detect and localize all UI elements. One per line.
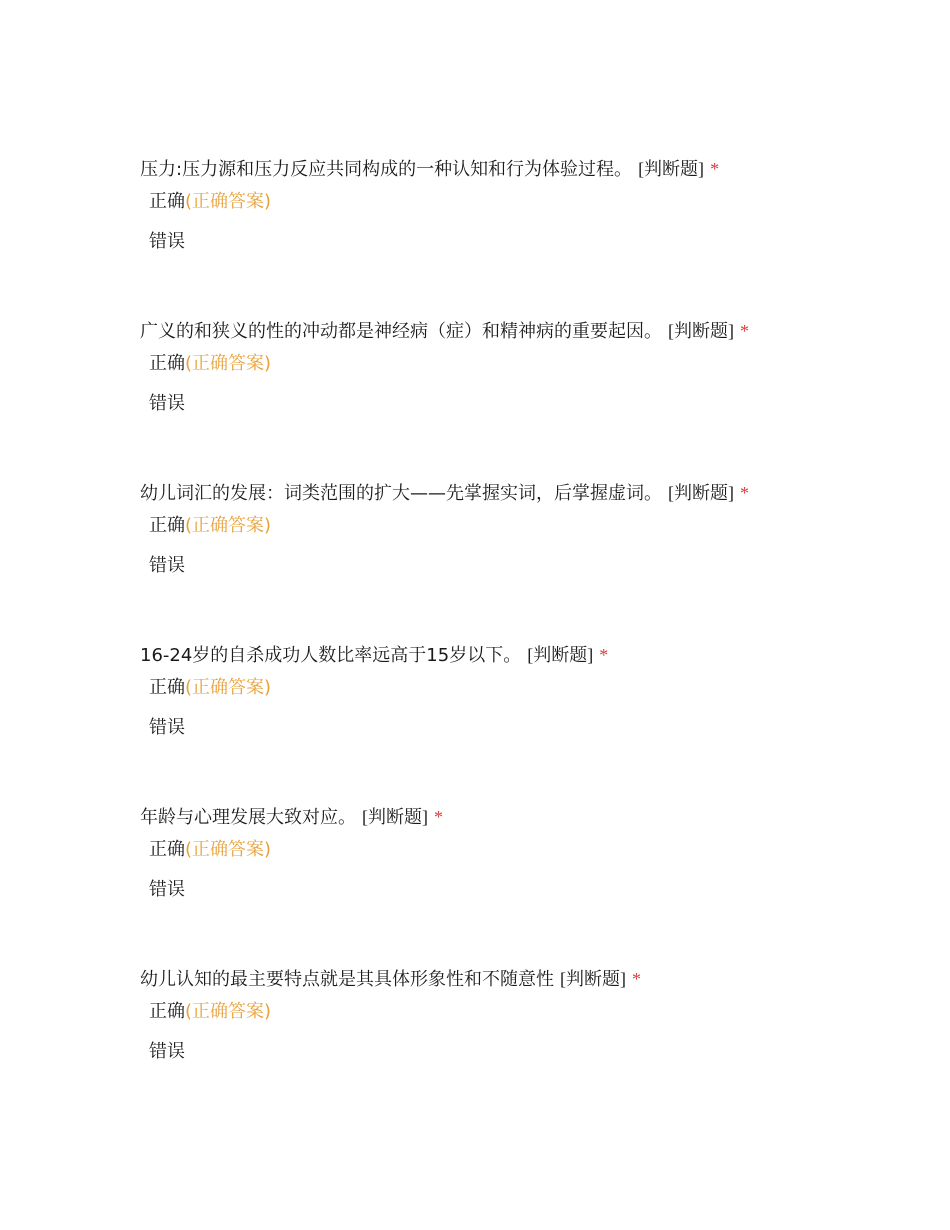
question-5 xyxy=(140,805,900,900)
required-asterisk: * xyxy=(632,969,641,989)
option-false[interactable] xyxy=(149,554,185,578)
question-title xyxy=(140,967,900,992)
option-label: 正确 xyxy=(149,353,185,374)
option-true[interactable] xyxy=(149,676,271,700)
option-label: 错误 xyxy=(149,393,185,414)
option-false[interactable] xyxy=(149,230,185,254)
option-label: 正确 xyxy=(149,515,185,536)
required-asterisk: * xyxy=(740,483,749,503)
option-false[interactable] xyxy=(149,392,185,416)
question-text: 年龄与心理发展大致对应。 xyxy=(140,807,356,828)
option-label: 错误 xyxy=(149,717,185,738)
question-type-tag: [判断题] xyxy=(362,807,428,827)
question-title xyxy=(140,319,900,344)
option-label: 错误 xyxy=(149,231,185,252)
correct-answer-mark: (正确答案) xyxy=(185,677,272,698)
question-text: 幼儿词汇的发展：词类范围的扩大——先掌握实词，后掌握虚词。 xyxy=(140,483,662,504)
question-6 xyxy=(140,967,900,1062)
question-3 xyxy=(140,481,900,576)
correct-answer-mark: (正确答案) xyxy=(185,191,272,212)
required-asterisk: * xyxy=(740,321,749,341)
question-4 xyxy=(140,643,900,738)
option-label: 正确 xyxy=(149,191,185,212)
question-title xyxy=(140,481,900,506)
question-type-tag: [判断题] xyxy=(560,969,626,989)
question-type-tag: [判断题] xyxy=(668,321,734,341)
question-title xyxy=(140,643,900,668)
question-text: 广义的和狭义的性的冲动都是神经病（症）和精神病的重要起因。 xyxy=(140,321,662,342)
option-false[interactable] xyxy=(149,878,185,902)
correct-answer-mark: (正确答案) xyxy=(185,515,272,536)
question-type-tag: [判断题] xyxy=(668,483,734,503)
required-asterisk: * xyxy=(434,807,443,827)
question-title xyxy=(140,157,900,182)
question-text: 压力:压力源和压力反应共同构成的一种认知和行为体验过程。 xyxy=(140,159,633,180)
correct-answer-mark: (正确答案) xyxy=(185,1001,272,1022)
option-true[interactable] xyxy=(149,838,271,862)
option-label: 错误 xyxy=(149,879,185,900)
question-2 xyxy=(140,319,900,414)
correct-answer-mark: (正确答案) xyxy=(185,839,272,860)
required-asterisk: * xyxy=(599,645,609,665)
option-label: 正确 xyxy=(149,1001,185,1022)
required-asterisk: * xyxy=(710,159,720,179)
question-type-tag: [判断题] xyxy=(527,645,594,665)
option-label: 错误 xyxy=(149,1041,185,1062)
question-1 xyxy=(140,157,900,252)
option-false[interactable] xyxy=(149,1040,185,1064)
question-type-tag: [判断题] xyxy=(638,159,705,179)
correct-answer-mark: (正确答案) xyxy=(185,353,272,374)
option-label: 错误 xyxy=(149,555,185,576)
option-true[interactable] xyxy=(149,514,271,538)
option-true[interactable] xyxy=(149,352,271,376)
option-false[interactable] xyxy=(149,716,185,740)
question-text: 16-24岁的自杀成功人数比率远高于15岁以下。 xyxy=(140,645,522,666)
option-label: 正确 xyxy=(149,839,185,860)
question-title xyxy=(140,805,900,830)
option-true[interactable] xyxy=(149,1000,271,1024)
option-label: 正确 xyxy=(149,677,185,698)
question-text: 幼儿认知的最主要特点就是其具体形象性和不随意性 xyxy=(140,969,554,990)
option-true[interactable] xyxy=(149,190,271,214)
